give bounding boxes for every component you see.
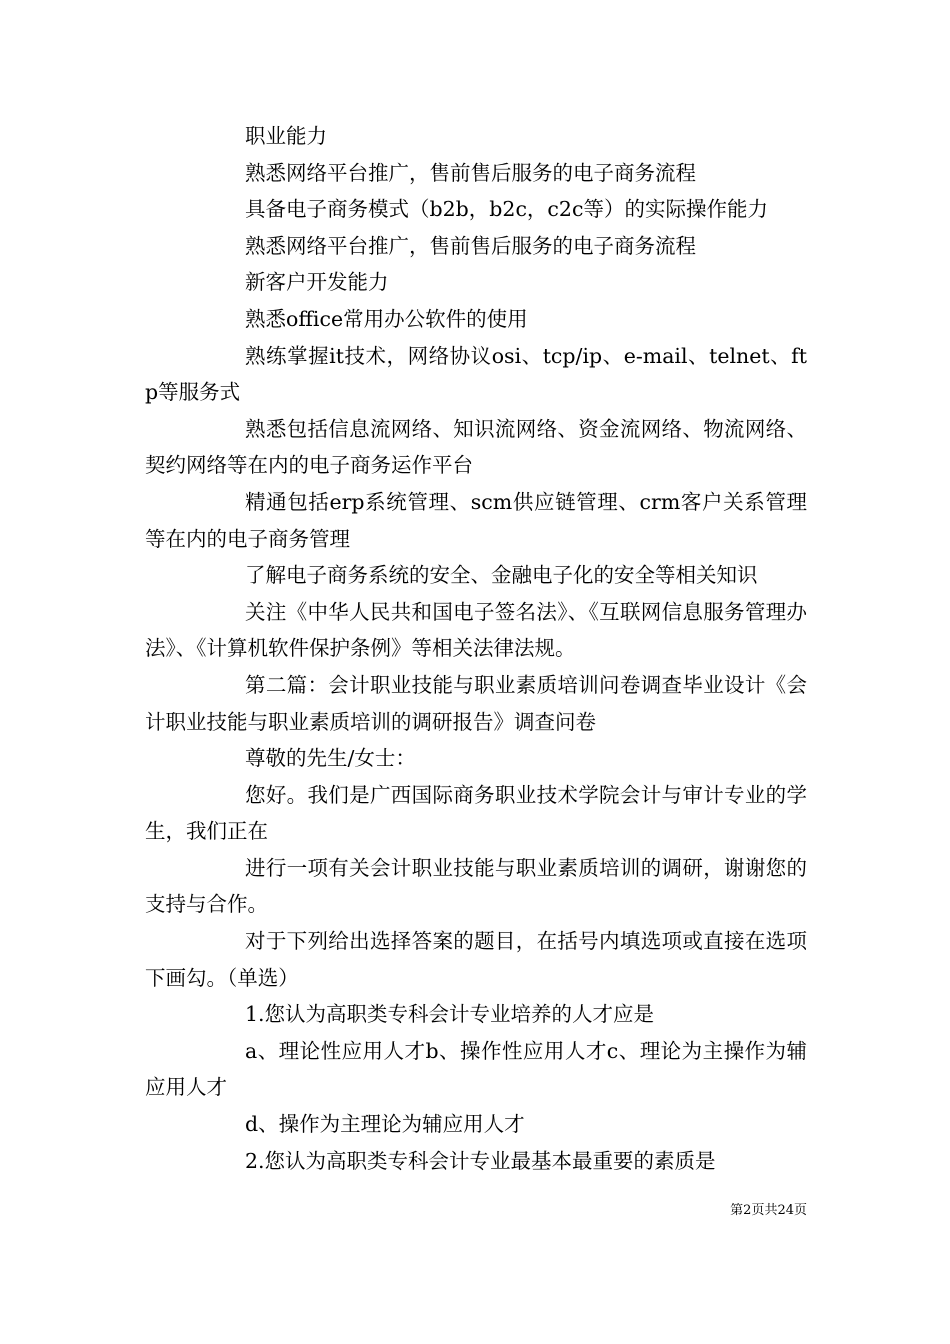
question-options: d、操作为主理论为辅应用人才 xyxy=(245,1112,525,1137)
paragraph: 熟悉包括信息流网络、知识流网络、资金流网络、物流网络、契约网络等在内的电子商务运作平台 xyxy=(145,416,807,478)
page-number-footer: 第2页共24页 xyxy=(730,1203,807,1218)
paragraph: 尊敬的先生/女士： xyxy=(245,746,416,771)
paragraph: 您好。我们是广西国际商务职业技术学院会计与审计专业的学生，我们正在 xyxy=(145,782,807,844)
paragraph: 熟练掌握it技术，网络协议osi、tcp/ip、e-mail、telnet、ftp等服务式 xyxy=(145,343,807,405)
paragraph: 职业能力 xyxy=(245,124,327,148)
paragraph: 熟悉网络平台推广，售前售后服务的电子商务流程 xyxy=(245,160,696,185)
paragraph: 具备电子商务模式（b2b，b2c，c2c等）的实际操作能力 xyxy=(245,197,768,222)
question-options: a、理论性应用人才b、操作性应用人才c、理论为主操作为辅应用人才 xyxy=(145,1038,807,1100)
section-heading: 第二篇：会计职业技能与职业素质培训问卷调查毕业设计《会计职业技能与职业素质培训的调研报告》调查问卷 xyxy=(145,672,807,734)
paragraph: 对于下列给出选择答案的题目，在括号内填选项或直接在选项下画勾。（单选） xyxy=(145,929,807,990)
paragraph: 精通包括erp系统管理、scm供应链管理、crm客户关系管理等在内的电子商务管理 xyxy=(145,489,807,551)
paragraph: 新客户开发能力 xyxy=(245,270,389,295)
document-body xyxy=(145,118,807,1179)
paragraph: 了解电子商务系统的安全、金融电子化的安全等相关知识 xyxy=(245,563,758,588)
question: 1.您认为高职类专科会计专业培养的人才应是 xyxy=(245,1002,655,1027)
question: 2.您认为高职类专科会计专业最基本最重要的素质是 xyxy=(245,1148,716,1173)
paragraph: 关注《中华人民共和国电子签名法》、《互联网信息服务管理办法》、《计算机软件保护条例》等相关法律法规。 xyxy=(145,599,807,661)
paragraph: 熟悉网络平台推广，售前售后服务的电子商务流程 xyxy=(245,233,696,258)
paragraph: 进行一项有关会计职业技能与职业素质培训的调研，谢谢您的支持与合作。 xyxy=(145,855,807,917)
paragraph: 熟悉office常用办公软件的使用 xyxy=(245,306,528,331)
